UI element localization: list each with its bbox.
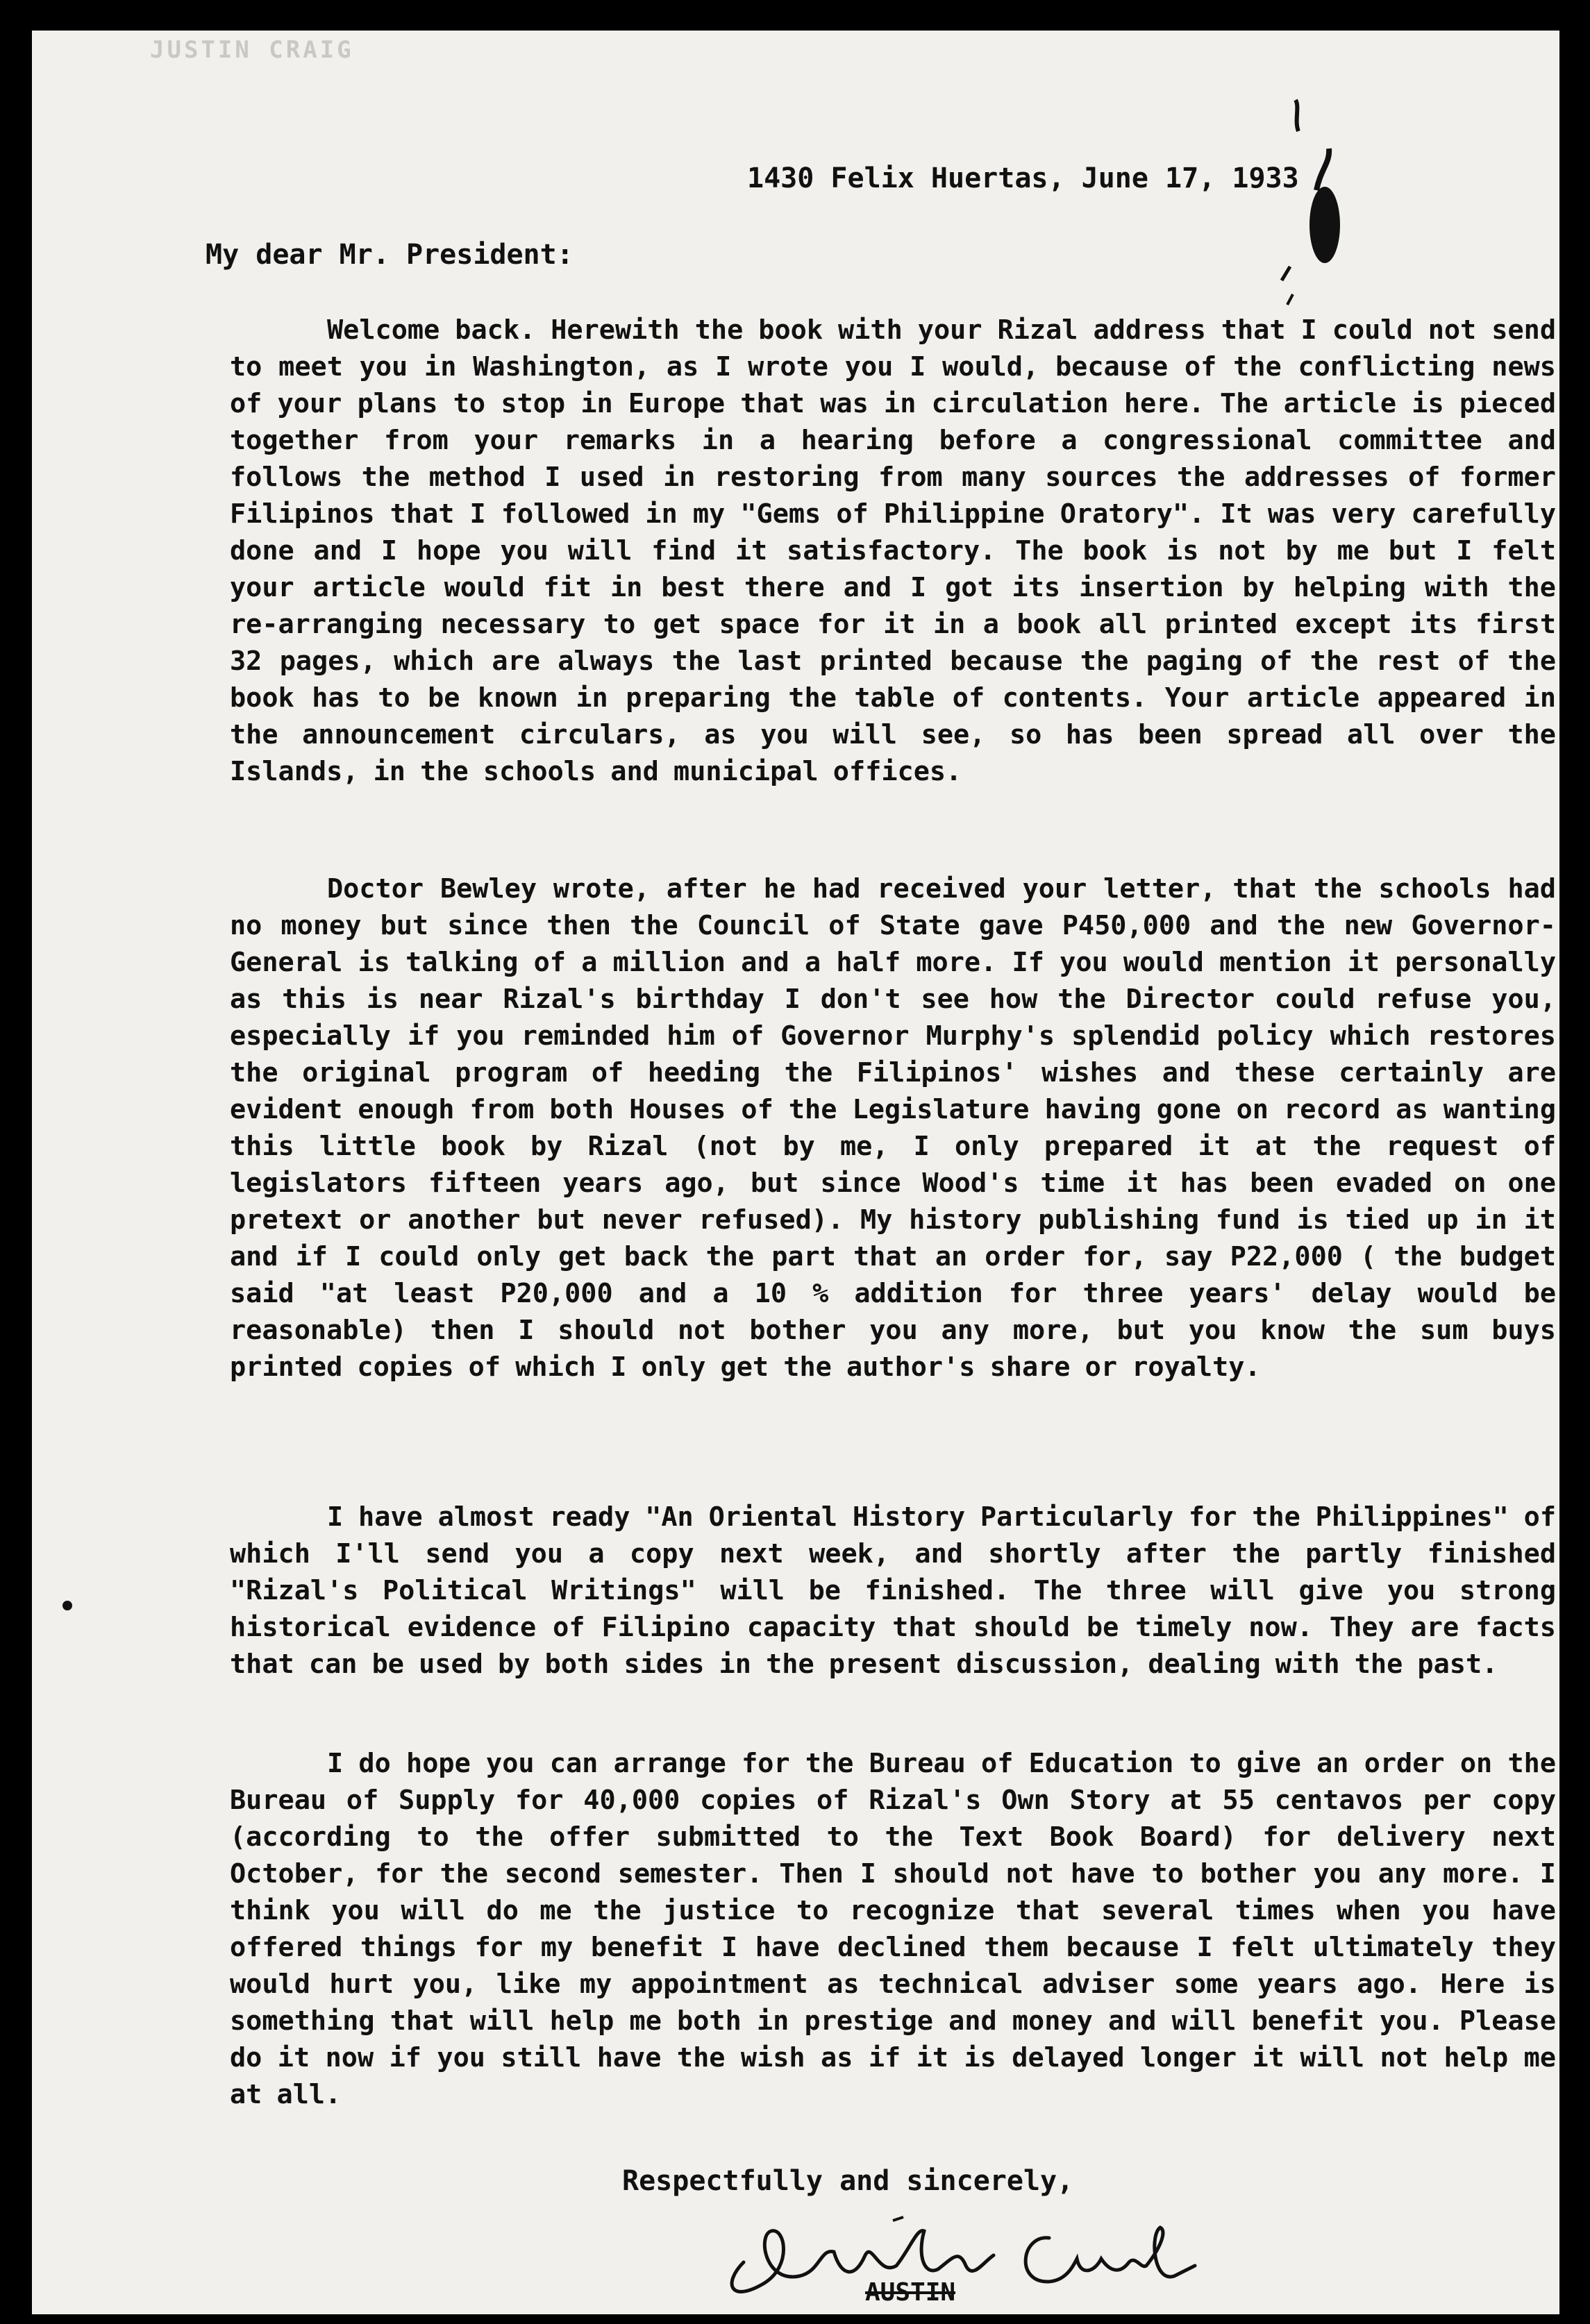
paragraph-4: I do hope you can arrange for the Bureau of Education to give an order on the Bureau of Supply for 40,000 copies of Rizal's Own Story at 55 centavos per copy (according to the offer submitted to the Text Book Board) for delivery next October, for the second semester. Then I should not have to bother you any more. I think you will do me the justice to recognize that several times when you have offered things for my benefit I have declined them because I felt ultimately they would hurt you, like my appointment as technical adviser some years ago. Here is something that will help me both in prestige and money and will benefit you. Please do it now if you still have the wish as if it is delayed longer it will not help me at all. (230, 1748, 1556, 2110)
faded-stamp: JUSTIN CRAIG (150, 36, 354, 64)
typed-name: AUSTIN (865, 2278, 956, 2307)
salutation: My dear Mr. President: (206, 239, 574, 271)
paragraph-3: I have almost ready "An Oriental History Particularly for the Philippines" of which I'll send you a copy next week, and shortly after the partly finished "Rizal's Political Writings" will be finished. The three will give you strong historical evidence of Filipino capacity that should be timely now. They are facts that can be used by both sides in the present discussion, dealing with the past. (230, 1501, 1556, 1680)
paragraph-2: Doctor Bewley wrote, after he had received your letter, that the schools had no money but since then the Council of State gave P450,000 and the new Governor-General is talking of a million and a half more. If you would mention it personally as this is near Rizal's birthday I don't see how the Director could refuse you, especially if you reminded him of Governor Murphy's splendid policy which restores the original program of heeding the Filipinos' wishes and these certainly are evident enough from both Houses of the Legislature having gone on record as wanting this little book by Rizal (not by me, I only prepared it at the request of legislators fifteen years ago, but since Wood's time it has been evaded on one pretext or another but never refused). My history publishing fund is tied up in it and if I could only get back the part that an order for, say P22,000 ( the budget said "at least P20,000 and a 10 % addition for three years' delay would be reasonable) then I should not bother you any more, but you know the sum buys printed copies of which I only get the author's share or royalty. (230, 873, 1556, 1383)
dateline: 1430 Felix Huertas, June 17, 1933 (747, 162, 1299, 194)
letter-page (32, 31, 1559, 2314)
closing: Respectfully and sincerely, (622, 2165, 1074, 2197)
paragraph-1: Welcome back. Herewith the book with your Rizal address that I could not send to meet you in Washington, as I wrote you I would, because of the conflicting news of your plans to stop in Europe that was in circulation here. The article is pieced together from your remarks in a hearing before a congressional committee and follows the method I used in restoring from many sources the addresses of former Filipinos that I followed in my "Gems of Philippine Oratory". It was very carefully done and I hope you will find it satisfactory. The book is not by me but I felt your article would fit in best there and I got its insertion by helping with the re-arranging necessary to get space for it in a book all printed except its first 32 pages, which are always the last printed because the paging of the rest of the book has to be known in preparing the table of contents. Your article appeared in the announcement circulars, as you will see, so has been spread all over the Islands, in the schools and municipal offices. (230, 314, 1556, 787)
typed-letter (32, 31, 1559, 2314)
handwritten-signature (716, 2200, 1202, 2311)
ink-blot-icon (1275, 93, 1372, 315)
margin-dot (62, 1601, 72, 1610)
